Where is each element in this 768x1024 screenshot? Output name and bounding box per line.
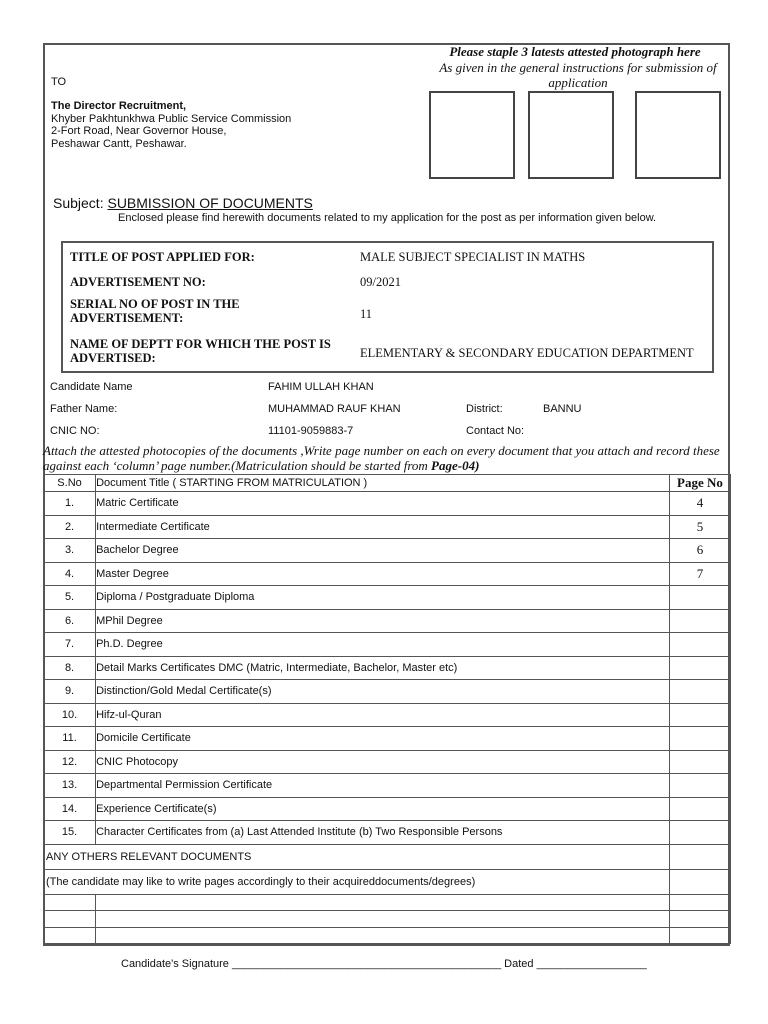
- contact-label: Contact No:: [466, 425, 525, 437]
- row-sno: 13.: [44, 774, 96, 798]
- table-row: [44, 797, 731, 821]
- to-label: TO: [51, 76, 67, 88]
- post-title-value[interactable]: MALE SUBJECT SPECIALIST IN MATHS: [360, 250, 586, 264]
- blank-sno[interactable]: [44, 894, 96, 911]
- father-name-value[interactable]: MUHAMMAD RAUF KHAN: [268, 403, 401, 415]
- attach-text: Attach the attested photocopies of the documents ,Write page number on each on every document that you attach and record these against each ‘column’ page number.(Matriculation should be started from: [43, 443, 720, 473]
- row-document-title: Intermediate Certificate: [96, 515, 670, 539]
- header-page: Page No: [669, 475, 730, 492]
- blank-row: [44, 911, 731, 928]
- department-label: NAME OF DEPTT FOR WHICH THE POST IS ADVERTISED:: [70, 337, 331, 365]
- blank-sno[interactable]: [44, 927, 96, 944]
- row-page-no[interactable]: [669, 609, 730, 633]
- table-row: [44, 703, 731, 727]
- row-sno: 14.: [44, 797, 96, 821]
- row-sno: 11.: [44, 727, 96, 751]
- row-document-title: Detail Marks Certificates DMC (Matric, Intermediate, Bachelor, Master etc): [96, 656, 670, 680]
- row-document-title: Domicile Certificate: [96, 727, 670, 751]
- recipient-title: The Director Recruitment,: [51, 100, 187, 112]
- header-title: Document Title ( STARTING FROM MATRICULATION ): [96, 475, 670, 492]
- row-page-no[interactable]: [669, 586, 730, 610]
- table-row: [44, 727, 731, 751]
- post-title-label: TITLE OF POST APPLIED FOR:: [70, 250, 255, 264]
- candidate-name-value[interactable]: FAHIM ULLAH KHAN: [268, 381, 374, 393]
- others-title: ANY OTHERS RELEVANT DOCUMENTS: [44, 844, 670, 869]
- photo-box-3[interactable]: [635, 91, 721, 179]
- row-document-title: Ph.D. Degree: [96, 633, 670, 657]
- blank-document-title[interactable]: [96, 927, 670, 944]
- photo-box-2[interactable]: [528, 91, 614, 179]
- blank-row: [44, 927, 731, 944]
- blank-page-no[interactable]: [669, 894, 730, 911]
- serial-no-label: SERIAL NO OF POST IN THE ADVERTISEMENT:: [70, 297, 240, 325]
- row-page-no[interactable]: [669, 750, 730, 774]
- table-row: [44, 539, 731, 563]
- recipient-address: [51, 100, 291, 150]
- row-page-no[interactable]: [669, 821, 730, 845]
- row-sno: 8.: [44, 656, 96, 680]
- attach-instructions: [43, 443, 733, 473]
- row-document-title: Experience Certificate(s): [96, 797, 670, 821]
- row-document-title: Diploma / Postgraduate Diploma: [96, 586, 670, 610]
- row-document-title: Character Certificates from (a) Last Attended Institute (b) Two Responsible Persons: [96, 821, 670, 845]
- serial-no-value[interactable]: 11: [360, 307, 373, 321]
- table-header: [44, 475, 731, 492]
- row-page-no[interactable]: 7: [669, 562, 730, 586]
- photo-box-1[interactable]: [429, 91, 515, 179]
- cnic-value[interactable]: 11101-9059883-7: [268, 425, 354, 437]
- table-row: [44, 586, 731, 610]
- cnic-label: CNIC NO:: [50, 425, 100, 437]
- row-document-title: CNIC Photocopy: [96, 750, 670, 774]
- row-page-no[interactable]: [669, 703, 730, 727]
- blank-document-title[interactable]: [96, 894, 670, 911]
- table-row: [44, 680, 731, 704]
- row-sno: 1.: [44, 492, 96, 516]
- subject-label: Subject:: [53, 195, 104, 211]
- table-row: [44, 515, 731, 539]
- enclosed-text: Enclosed please find herewith documents related to my application for the post as per information given below.: [118, 212, 657, 224]
- district-value[interactable]: BANNU: [543, 403, 582, 415]
- others-note-page-no[interactable]: [669, 869, 730, 894]
- blank-row: [44, 894, 731, 911]
- table-row: [44, 656, 731, 680]
- row-sno: 5.: [44, 586, 96, 610]
- row-page-no[interactable]: 6: [669, 539, 730, 563]
- others-page-no[interactable]: [669, 844, 730, 869]
- others-note: (The candidate may like to write pages accordingly to their acquireddocuments/degrees): [44, 869, 670, 894]
- row-page-no[interactable]: [669, 727, 730, 751]
- address-line-1: Khyber Pakhtunkhwa Public Service Commission: [51, 112, 292, 125]
- row-page-no[interactable]: [669, 633, 730, 657]
- row-sno: 4.: [44, 562, 96, 586]
- row-page-no[interactable]: 4: [669, 492, 730, 516]
- header-sno: S.No: [44, 475, 96, 492]
- candidate-name-label: Candidate Name: [50, 381, 133, 393]
- table-row: [44, 633, 731, 657]
- father-name-label: Father Name:: [50, 403, 118, 415]
- others-note-row: [44, 869, 731, 894]
- table-row: [44, 562, 731, 586]
- documents-table: [43, 474, 731, 944]
- subject-title: SUBMISSION OF DOCUMENTS: [107, 195, 313, 211]
- row-sno: 3.: [44, 539, 96, 563]
- row-document-title: Bachelor Degree: [96, 539, 670, 563]
- row-page-no[interactable]: [669, 680, 730, 704]
- signature-line: Candidate's Signature ____________________________________________ Dated __________________: [121, 958, 647, 970]
- row-document-title: Master Degree: [96, 562, 670, 586]
- subject-line: [53, 195, 313, 211]
- table-row: [44, 750, 731, 774]
- others-row: [44, 844, 731, 869]
- row-document-title: Departmental Permission Certificate: [96, 774, 670, 798]
- row-sno: 15.: [44, 821, 96, 845]
- table-row: [44, 774, 731, 798]
- advertisement-no-value[interactable]: 09/2021: [360, 275, 401, 289]
- row-document-title: Hifz-ul-Quran: [96, 703, 670, 727]
- row-page-no[interactable]: [669, 797, 730, 821]
- post-info-box: [61, 241, 714, 373]
- row-sno: 12.: [44, 750, 96, 774]
- photo-instruction-note: As given in the general instructions for submission of application: [439, 60, 717, 90]
- advertisement-no-label: ADVERTISEMENT NO:: [70, 275, 206, 289]
- attach-page-start: Page-04): [431, 458, 480, 473]
- row-sno: 2.: [44, 515, 96, 539]
- row-sno: 7.: [44, 633, 96, 657]
- blank-document-title[interactable]: [96, 911, 670, 928]
- row-document-title: MPhil Degree: [96, 609, 670, 633]
- row-document-title: Matric Certificate: [96, 492, 670, 516]
- address-line-3: Peshawar Cantt, Peshawar.: [51, 137, 187, 150]
- row-page-no[interactable]: 5: [669, 515, 730, 539]
- photo-instruction-title: Please staple 3 latests attested photograph here: [449, 44, 701, 59]
- table-row: [44, 821, 731, 845]
- row-sno: 9.: [44, 680, 96, 704]
- blank-page-no[interactable]: [669, 927, 730, 944]
- row-document-title: Distinction/Gold Medal Certificate(s): [96, 680, 670, 704]
- blank-sno[interactable]: [44, 911, 96, 928]
- row-sno: 6.: [44, 609, 96, 633]
- row-sno: 10.: [44, 703, 96, 727]
- address-line-2: 2-Fort Road, Near Governor House,: [51, 125, 227, 138]
- department-value[interactable]: ELEMENTARY & SECONDARY EDUCATION DEPARTMENT: [360, 346, 694, 360]
- row-page-no[interactable]: [669, 656, 730, 680]
- district-label: District:: [466, 403, 503, 415]
- blank-page-no[interactable]: [669, 911, 730, 928]
- table-row: [44, 492, 731, 516]
- row-page-no[interactable]: [669, 774, 730, 798]
- table-row: [44, 609, 731, 633]
